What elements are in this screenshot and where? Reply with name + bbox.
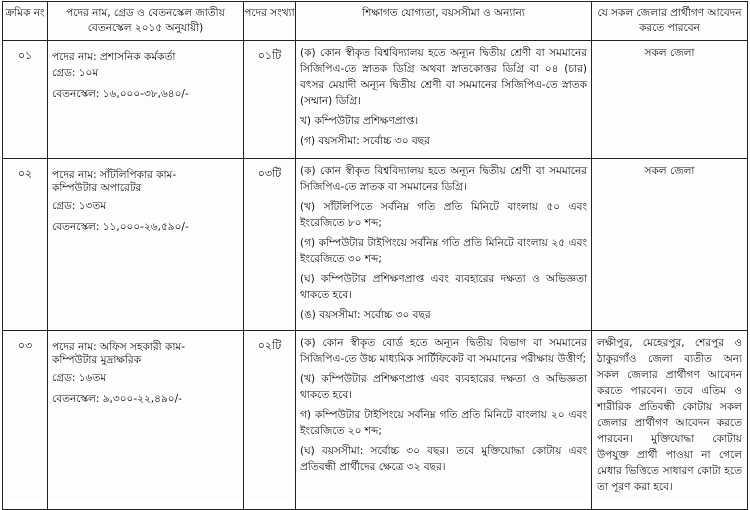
districts-text: সকল জেলা <box>644 165 695 177</box>
post-name-cont: কম্পিউটার মুদ্রাক্ষরিক <box>52 354 142 366</box>
header-post: পদের নাম, গ্রেড ও বেতনস্কেল জাতীয় বেতনস্কেল ২০১৫ অনুযায়ী) <box>48 2 244 41</box>
header-serial: ক্রমিক নং <box>3 2 48 41</box>
requirement-item: (গ) বয়সসীমা: সর্বোচ্চ ৩০ বছর <box>300 135 430 147</box>
job-circular-table <box>2 1 748 510</box>
post-cell <box>48 331 244 510</box>
post-scale: বেতনস্কেল: ১১,০০০-২৬,৫৯০/- <box>52 221 189 233</box>
requirement-item: খ) কম্পিউটার প্রশিক্ষণপ্রাপ্ত। <box>300 115 419 127</box>
post-grade: গ্রেড: ১০ম <box>52 67 99 79</box>
header-districts: যে সকল জেলার প্রার্থীগণ আবেদন করতে পারবেন <box>592 2 748 41</box>
table-row <box>3 159 748 331</box>
requirement-item: (ক) কোন স্বীকৃত বিশ্ববিদ্যালয় হতে অন্যূন দ্বিতীয় শ্রেণী বা সমমানের সিজিপিএ-তে স্নাতক ডিগ্রি অথবা স্নাতকোত্তর ডিগ্রি বা ০৪ (চার) বৎসর মেয়াদী অন্যূন দ্বিতীয় শ্রেণী বা সমমানের সিজিপিএ-তে স্নাতক (সম্মান) ডিগ্রি। <box>300 47 587 107</box>
requirement-item: (ঘ) কম্পিউটার প্রশিক্ষণপ্রাপ্ত এবং ব্যবহারের দক্ষতা ও অভিজ্ঞতা থাকতে হবে। <box>300 273 587 301</box>
serial-cell: ০১ <box>3 41 48 159</box>
post-scale: বেতনস্কেল: ৯,৩০০-২২,৪৯০/- <box>52 393 182 405</box>
count-cell: ০৩টি <box>244 159 296 331</box>
districts-text: লক্ষীপুর, মেহেরপুর, শেরপুর ও ঠাকুরগাঁও জেলা ব্যতীত অন্য সকল জেলার প্রার্থীগণ আবেদন করতে পারবেন। তবে এতিম ও শারীরিক প্রতিবন্ধী কোটায় সকল জেলার প্রার্থীগণ আবেদন করতে পারবেন। মুক্তিযোদ্ধা কোটায় উপযুক্ত প্রার্থী পাওয়া না গেলে মেধার ভিত্তিতে সাধারণ কোটা হতে তা পূরণ করা হবে। <box>597 337 742 493</box>
requirement-item: গ) কম্পিউটার টাইপিংয়ে সর্বনিম্ন গতি প্রতি মিনিটে বাংলায় ২০ এবং ইংরেজিতে ২০ শব্দ; <box>300 409 587 437</box>
requirements-cell <box>296 331 592 510</box>
post-name-cont: কম্পিউটার অপারেটর <box>52 182 142 194</box>
post-name: পদের নাম: প্রশাসনিক কর্মকর্তা <box>52 51 176 63</box>
requirement-item: (ঘ) বয়সসীমা: সর্বোচ্চ ৩০ বছর। তবে মুক্তিযোদ্ধা কোটায় এবং প্রতিবন্ধী প্রার্থীদের ক্ষেত্রে ৩২ বছর। <box>300 445 587 473</box>
post-name: পদের নাম: সাঁটলিপিকার কাম- <box>52 169 177 181</box>
count-cell: ০২টি <box>244 331 296 510</box>
post-scale: বেতনস্কেল: ১৬,০০০-৩৮,৬৪০/- <box>52 88 189 100</box>
districts-cell <box>592 41 748 159</box>
post-cell <box>48 41 244 159</box>
serial-cell: ০৩ <box>3 331 48 510</box>
districts-text: সকল জেলা <box>644 47 695 59</box>
table-row <box>3 41 748 159</box>
requirement-item: (ঙ) বয়সসীমা: সর্বোচ্চ ৩০ বছর <box>300 309 431 321</box>
requirement-item: (খ) সাঁটলিপিতে সর্বনিম্ন গতি প্রতি মিনিটে বাংলায় ৫০ এবং ইংরেজিতে ৮০ শব্দ; <box>300 201 587 229</box>
requirement-item: (খ) কম্পিউটার প্রশিক্ষণপ্রাপ্ত এবং ব্যবহারের দক্ষতা ও অভিজ্ঞতা থাকতে হবে। <box>300 373 587 401</box>
table-header-row <box>3 2 748 41</box>
districts-cell <box>592 159 748 331</box>
requirements-cell <box>296 159 592 331</box>
count-cell: ০১টি <box>244 41 296 159</box>
header-qualification: শিক্ষাগত যোগ্যতা, বয়সসীমা ও অন্যান্য <box>296 2 592 41</box>
table-row <box>3 331 748 510</box>
post-grade: গ্রেড: ১৩তম <box>52 200 107 212</box>
districts-cell <box>592 331 748 510</box>
post-grade: গ্রেড: ১৬তম <box>52 372 107 384</box>
header-count: পদের সংখ্যা <box>244 2 296 41</box>
requirements-cell <box>296 41 592 159</box>
requirement-item: (গ) কম্পিউটার টাইপিংয়ে সর্বনিম্ন গতি প্রতি মিনিটে বাংলায় ২৫ এবং ইংরেজিতে ৩০ শব্দ; <box>300 237 587 265</box>
requirement-item: (ক) কোন স্বীকৃত বিশ্ববিদ্যালয় হতে অন্যূন দ্বিতীয় শ্রেণী বা সমমানের সিজিপিএ-তে স্নাতক বা সমমানের ডিগ্রি। <box>300 165 587 193</box>
post-name: পদের নাম: অফিস সহকারী কাম- <box>52 341 186 353</box>
requirement-item: (ক) কোন স্বীকৃত বোর্ড হতে অন্যূন দ্বিতীয় বিভাগ বা সমমানের সিজিপিএ-তে উচ্চ মাধ্যমিক সার্টিফিকেট বা সমমানের পরীক্ষায় উত্তীর্ণ; <box>300 337 587 365</box>
serial-cell: ০২ <box>3 159 48 331</box>
post-cell <box>48 159 244 331</box>
